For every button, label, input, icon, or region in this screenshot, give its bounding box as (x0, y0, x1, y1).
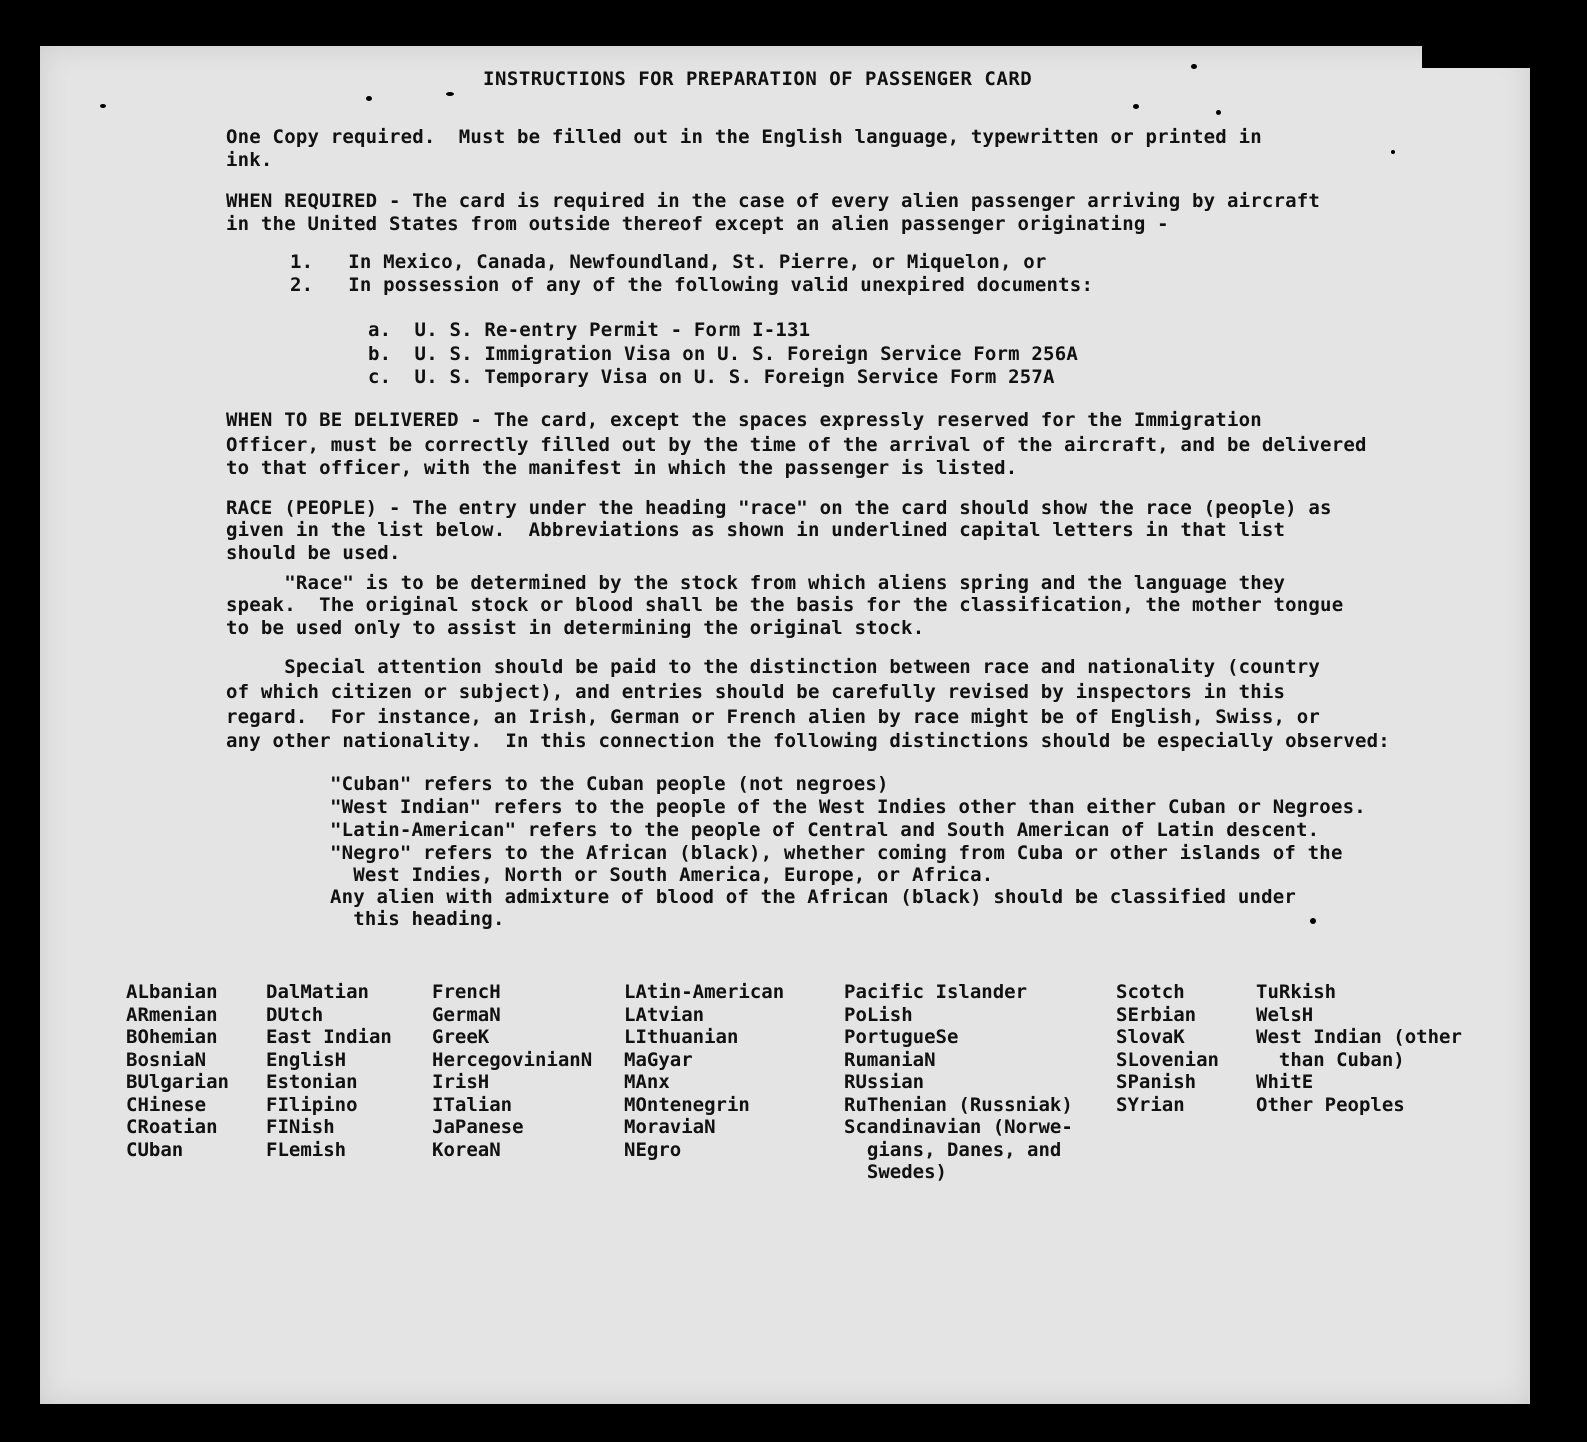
race-entry: ARmenian (126, 1003, 218, 1026)
document-title: INSTRUCTIONS FOR PREPARATION OF PASSENGER CARD (483, 68, 1033, 90)
race-entry: RUssian (844, 1071, 925, 1093)
race-entry: EnglisH (266, 1048, 347, 1071)
race-list-column-7 (1256, 981, 1462, 1116)
distinction-line: "West Indian" refers to the people of the West Indies other than either Cuban or Negroes. (330, 796, 1366, 818)
distinction-line: Any alien with admixture of blood of the African (black) should be classified under (330, 886, 1297, 908)
ink-speck (1191, 64, 1197, 69)
special-attention-line: Special attention should be paid to the distinction between race and nationality (country (226, 656, 1321, 678)
ink-speck (446, 92, 454, 96)
race-entry: MaGyar (624, 1048, 693, 1071)
lettered-item: a. U. S. Re-entry Permit - Form I-131 (368, 319, 811, 341)
race-entry: MoraviaN (624, 1116, 716, 1138)
race-list-column-5 (844, 981, 1073, 1184)
race-entry: CUban (126, 1138, 184, 1161)
race-entry: SlovaK (1116, 1026, 1185, 1048)
race-entry: West Indian (other (1256, 1026, 1462, 1048)
race-list-column-6 (1116, 981, 1219, 1116)
race-entry: Other Peoples (1256, 1093, 1405, 1116)
race-entry: BOhemian (126, 1026, 218, 1048)
document-page (40, 46, 1530, 1404)
race-entry: WhitE (1256, 1071, 1314, 1093)
race-list-column-4 (624, 981, 784, 1161)
special-attention-line: regard. For instance, an Irish, German or French alien by race might be of English, Swiss, or (226, 706, 1321, 728)
race-entry: LAtvian (624, 1003, 705, 1026)
race-entry: NEgro (624, 1138, 682, 1161)
when-delivered-line: to that officer, with the manifest in which the passenger is listed. (226, 457, 1018, 479)
race-entry: TuRkish (1256, 981, 1337, 1003)
race-entry: IrisH (432, 1071, 490, 1093)
race-entry: JaPanese (432, 1116, 524, 1138)
race-definition-line: to be used only to assist in determining the original stock. (226, 617, 925, 639)
race-entry: PoLish (844, 1003, 913, 1026)
intro-line: ink. (226, 149, 273, 171)
race-entry: RumaniaN (844, 1048, 936, 1071)
race-entry: LAtin-American (624, 981, 785, 1003)
ink-speck (1216, 110, 1221, 115)
race-definition-line: speak. The original stock or blood shall be the basis for the classification, the mother tongue (226, 594, 1344, 616)
race-entry: FINish (266, 1116, 335, 1138)
race-entry: East Indian (266, 1026, 392, 1048)
ink-speck (100, 104, 106, 108)
race-list-column-3 (432, 981, 592, 1161)
race-entry: Estonian (266, 1071, 358, 1093)
race-entry: SLovenian (1116, 1048, 1219, 1071)
special-attention-line: of which citizen or subject), and entries should be carefully revised by inspectors in this (226, 681, 1286, 703)
race-entry: ITalian (432, 1093, 513, 1116)
race-entry: than Cuban) (1256, 1048, 1405, 1071)
race-entry: MOntenegrin (624, 1093, 750, 1116)
race-entry: SPanish (1116, 1071, 1197, 1093)
race-entry: FLemish (266, 1138, 347, 1161)
race-entry: Pacific Islander (844, 981, 1028, 1003)
ink-speck (1391, 150, 1395, 154)
intro-line: One Copy required. Must be filled out in the English language, typewritten or printed in (226, 126, 1262, 148)
race-entry: LIthuanian (624, 1026, 739, 1048)
race-entry: BosniaN (126, 1048, 207, 1071)
race-entry: Swedes) (844, 1161, 947, 1183)
race-entry: Scandinavian (Norwe- (844, 1116, 1073, 1138)
numbered-item: 2. In possession of any of the following valid unexpired documents: (290, 274, 1094, 296)
when-delivered-line: Officer, must be correctly filled out by the time of the arrival of the aircraft, and be delivered (226, 434, 1367, 456)
race-entry: FIlipino (266, 1093, 358, 1116)
race-list-column-1 (126, 981, 229, 1161)
race-entry: KoreaN (432, 1138, 501, 1161)
race-entry: Scotch (1116, 981, 1185, 1003)
when-required-line: in the United States from outside thereof except an alien passenger originating - (226, 213, 1169, 235)
ink-speck (366, 96, 372, 101)
race-line: given in the list below. Abbreviations as shown in underlined capital letters in that list (226, 519, 1286, 541)
distinction-line: West Indies, North or South America, Europe, or Africa. (330, 864, 994, 886)
ink-speck (1310, 918, 1316, 924)
ink-speck (1133, 104, 1139, 109)
race-line: should be used. (226, 542, 401, 564)
race-entry: BUlgarian (126, 1071, 229, 1093)
race-definition-line: "Race" is to be determined by the stock from which aliens spring and the language they (226, 572, 1286, 594)
page-corner-shadow (1422, 46, 1530, 68)
lettered-item: c. U. S. Temporary Visa on U. S. Foreign Service Form 257A (368, 366, 1055, 388)
race-entry: DUtch (266, 1003, 324, 1026)
race-entry: FrencH (432, 981, 501, 1003)
when-required-line: WHEN REQUIRED - The card is required in the case of every alien passenger arriving by aircraft (226, 190, 1321, 212)
race-entry: RuThenian (Russniak) (844, 1093, 1073, 1116)
numbered-item: 1. In Mexico, Canada, Newfoundland, St. Pierre, or Miquelon, or (290, 251, 1047, 273)
race-entry: CHinese (126, 1093, 207, 1116)
race-entry: WelsH (1256, 1003, 1314, 1026)
race-entry: SYrian (1116, 1093, 1185, 1116)
race-list-column-2 (266, 981, 392, 1161)
race-entry: ALbanian (126, 981, 218, 1003)
race-entry: gians, Danes, and (844, 1138, 1062, 1161)
race-entry: SErbian (1116, 1003, 1197, 1026)
distinction-line: "Cuban" refers to the Cuban people (not negroes) (330, 773, 889, 795)
distinction-line: "Latin-American" refers to the people of Central and South American of Latin descent. (330, 819, 1320, 841)
race-entry: GermaN (432, 1003, 501, 1026)
race-entry: HercegovinianN (432, 1048, 593, 1071)
race-line: RACE (PEOPLE) - The entry under the heading "race" on the card should show the race (people) as (226, 497, 1332, 519)
special-attention-line: any other nationality. In this connection the following distinctions should be especially observed: (226, 730, 1390, 752)
race-entry: CRoatian (126, 1116, 218, 1138)
lettered-item: b. U. S. Immigration Visa on U. S. Foreign Service Form 256A (368, 343, 1078, 365)
when-delivered-line: WHEN TO BE DELIVERED - The card, except the spaces expressly reserved for the Immigration (226, 409, 1262, 431)
race-entry: GreeK (432, 1026, 490, 1048)
race-entry: DalMatian (266, 981, 369, 1003)
race-entry: PortugueSe (844, 1026, 959, 1048)
distinction-line: "Negro" refers to the African (black), whether coming from Cuba or other islands of the (330, 842, 1343, 864)
race-entry: MAnx (624, 1071, 670, 1093)
distinction-line: this heading. (330, 908, 505, 930)
